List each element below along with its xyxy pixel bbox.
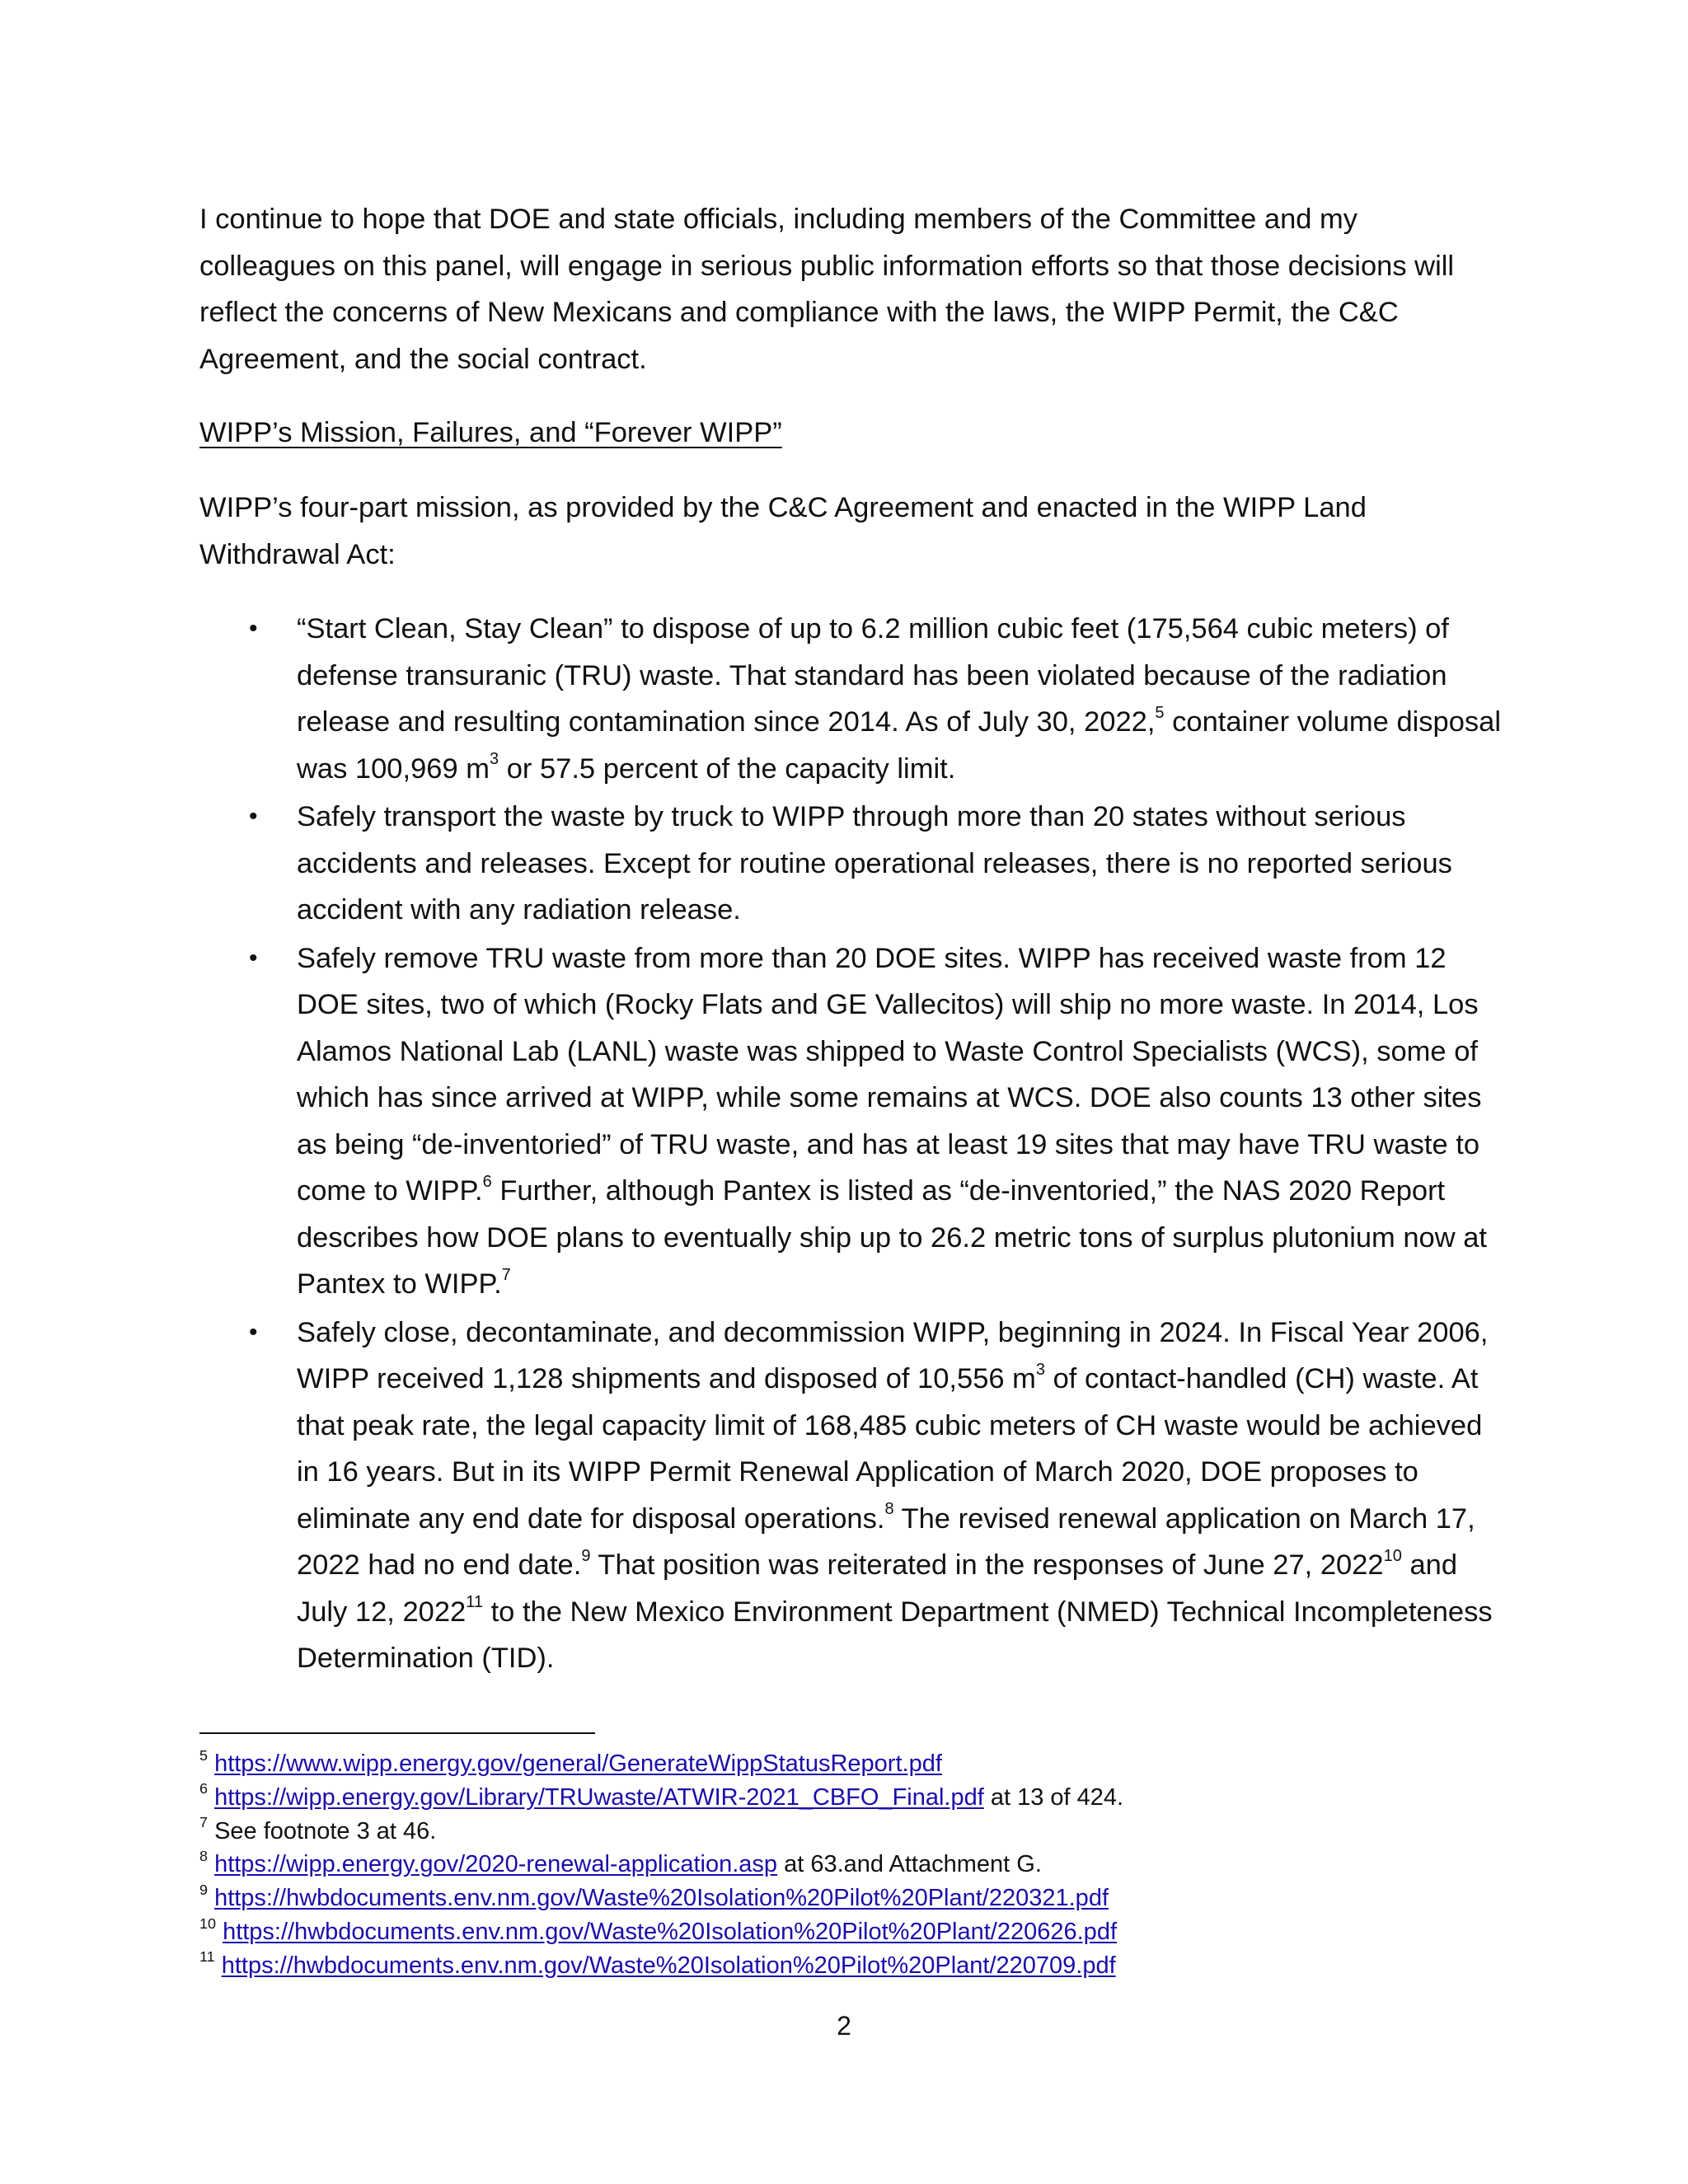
bullet-icon: • bbox=[249, 944, 258, 972]
footnote-number: 5 bbox=[199, 1746, 208, 1764]
footnote-link[interactable]: https://wipp.energy.gov/2020-renewal-application.asp bbox=[214, 1851, 778, 1878]
footnote-number: 9 bbox=[199, 1881, 208, 1898]
footnote-text: See footnote 3 at 46. bbox=[214, 1817, 437, 1844]
footnote-text: at 63.and Attachment G. bbox=[777, 1851, 1042, 1878]
footnote-ref[interactable]: 5 bbox=[1155, 703, 1165, 722]
bullet-text: Safely transport the waste by truck to WIPP through more than 20 states without serious accidents and releases. Except for routine operational releases, there is no reported serious accident with any radiation release. bbox=[297, 801, 1452, 926]
footnote-number: 6 bbox=[199, 1780, 208, 1797]
footnote-ref[interactable]: 8 bbox=[884, 1500, 894, 1519]
footnote-ref[interactable]: 6 bbox=[482, 1172, 492, 1191]
bullet-icon: • bbox=[249, 615, 258, 642]
footnote-10 bbox=[199, 1915, 1518, 1949]
footnote-6 bbox=[199, 1781, 1518, 1815]
bullet-text: to the New Mexico Environment Department (NMED) Technical Incompleteness Determination (TID). bbox=[297, 1596, 1493, 1674]
bullet-text: Safely close, decontaminate, and decommission WIPP, beginning in 2024. In Fiscal Year 2006, WIPP received 1,128 shipments and disposed of 10,556 m bbox=[297, 1316, 1489, 1394]
footnote-number: 11 bbox=[199, 1948, 215, 1966]
footnote-number: 10 bbox=[199, 1915, 216, 1932]
footnote-link[interactable]: https://www.wipp.energy.gov/general/GenerateWippStatusReport.pdf bbox=[214, 1750, 942, 1777]
footnote-11 bbox=[199, 1949, 1518, 1983]
footnote-link[interactable]: https://wipp.energy.gov/Library/TRUwaste/ATWIR-2021_CBFO_Final.pdf bbox=[214, 1783, 984, 1811]
mission-bullet-list bbox=[199, 606, 1502, 1684]
footnote-divider bbox=[199, 1732, 595, 1734]
bullet-item-close-wipp bbox=[199, 1310, 1502, 1682]
bullet-text: That position was reiterated in the responses of June 27, 2022 bbox=[590, 1549, 1384, 1581]
bullet-item-transport bbox=[199, 794, 1502, 934]
footnote-9 bbox=[199, 1882, 1518, 1915]
section-heading: WIPP’s Mission, Failures, and “Forever WIPP” bbox=[199, 417, 782, 448]
bullet-item-start-clean bbox=[199, 606, 1502, 792]
bullet-icon: • bbox=[249, 1318, 258, 1346]
footnote-link[interactable]: https://hwbdocuments.env.nm.gov/Waste%20Isolation%20Pilot%20Plant/220321.pdf bbox=[214, 1885, 1109, 1912]
bullet-text: The revised renewal application on March 17, 2022 had no end date. bbox=[297, 1502, 1475, 1581]
mission-paragraph: WIPP’s four-part mission, as provided by the C&C Agreement and enacted in the WIPP Land Withdrawal Act: bbox=[199, 492, 1367, 570]
footnote-number: 8 bbox=[199, 1848, 208, 1865]
footnote-number: 7 bbox=[199, 1814, 208, 1831]
bullet-text: Further, although Pantex is listed as “de-inventoried,” the NAS 2020 Report describes how DOE plans to eventually ship up to 26.2 metric tons of surplus plutonium now at Pantex to WIPP. bbox=[297, 1175, 1488, 1300]
footnote-text: at 13 of 424. bbox=[983, 1783, 1124, 1811]
footnote-ref[interactable]: 11 bbox=[466, 1593, 483, 1612]
bullet-icon: • bbox=[249, 803, 258, 830]
superscript-cubed: 3 bbox=[1035, 1360, 1046, 1379]
page-number: 2 bbox=[837, 2011, 851, 2041]
footnote-ref[interactable]: 9 bbox=[581, 1546, 591, 1565]
footnote-ref[interactable]: 7 bbox=[501, 1265, 511, 1284]
bullet-text: and July 12, 2022 bbox=[297, 1549, 1458, 1628]
footnotes-section bbox=[199, 1747, 1518, 1983]
intro-paragraph: I continue to hope that DOE and state officials, including members of the Committee and my colleagues on this panel, will engage in serious public information efforts so that those decisions will reflect the concerns of New Mexicans and compliance with the laws, the WIPP Permit, the C&C Agreement, and the social contract. bbox=[199, 204, 1455, 375]
footnote-ref[interactable]: 10 bbox=[1383, 1546, 1402, 1565]
bullet-text: “Start Clean, Stay Clean” to dispose of up to 6.2 million cubic feet (175,564 cubic meters) of defense transuranic (TRU) waste. That standard has been violated because of the radiation release and resulting contamination since 2014. As of July 30, 2022, bbox=[297, 613, 1449, 738]
footnote-link[interactable]: https://hwbdocuments.env.nm.gov/Waste%20Isolation%20Pilot%20Plant/220626.pdf bbox=[223, 1918, 1117, 1945]
bullet-item-remove-waste bbox=[199, 935, 1502, 1308]
bullet-text: container volume disposal was 100,969 m bbox=[297, 706, 1502, 785]
bullet-text: or 57.5 percent of the capacity limit. bbox=[499, 752, 956, 785]
footnote-5 bbox=[199, 1747, 1518, 1781]
footnote-link[interactable]: https://hwbdocuments.env.nm.gov/Waste%20Isolation%20Pilot%20Plant/220709.pdf bbox=[221, 1952, 1116, 1979]
bullet-text: Safely remove TRU waste from more than 20 DOE sites. WIPP has received waste from 12 DOE sites, two of which (Rocky Flats and GE Vallecitos) will ship no more waste. In 2014, Los Alamos National Lab (LANL) waste was shipped to Waste Control Specialists (WCS), some of which has since arrived at WIPP, while some remains at WCS. DOE also counts 13 other sites as being “de-inventoried” of TRU waste, and has at least 19 sites that may have TRU waste to come to WIPP. bbox=[297, 942, 1482, 1207]
footnote-8 bbox=[199, 1848, 1518, 1882]
footnote-7 bbox=[199, 1815, 1518, 1849]
bullet-text: of contact-handled (CH) waste. At that peak rate, the legal capacity limit of 168,485 cubic meters of CH waste would be achieved in 16 years. But in its WIPP Permit Renewal Application of March 2020, DOE proposes to eliminate any end date for disposal operations. bbox=[297, 1363, 1483, 1535]
superscript-cubed: 3 bbox=[489, 750, 499, 769]
